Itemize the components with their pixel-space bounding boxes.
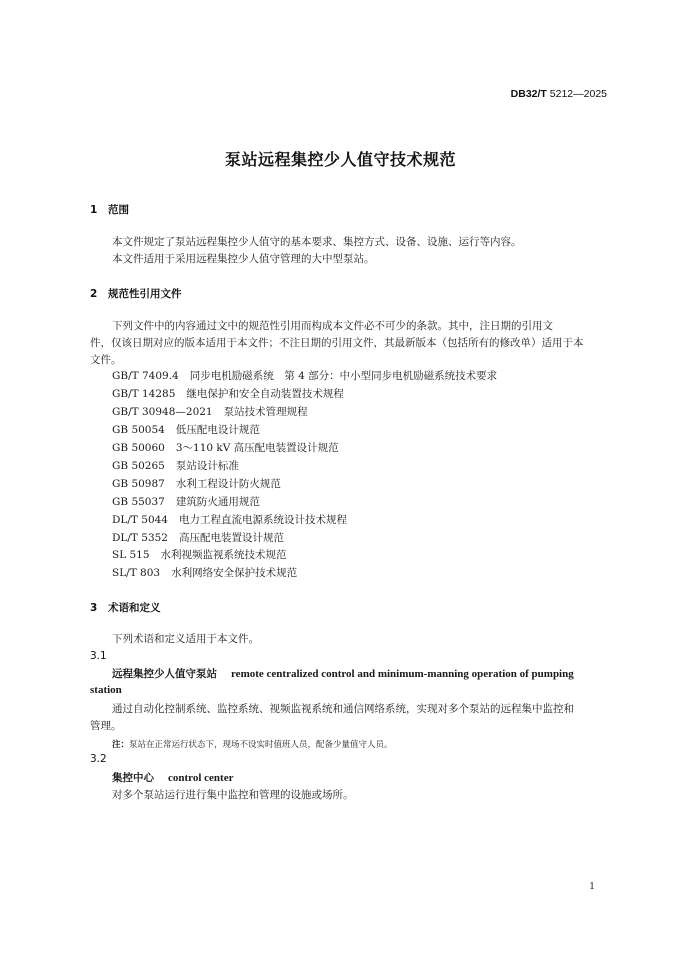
reference-code: GB 55037	[112, 496, 165, 508]
reference-item	[112, 404, 308, 419]
reference-item	[112, 368, 497, 383]
reference-item	[112, 476, 281, 491]
note-text: 泵站在正常运行状态下，现场不设实时值班人员，配备少量值守人员。	[129, 740, 393, 750]
term-number: 3.2	[90, 753, 107, 765]
reference-code: SL 515	[112, 549, 150, 561]
reference-item	[112, 565, 297, 580]
term-chinese: 远程集控少人值守泵站	[112, 668, 217, 680]
reference-item	[112, 530, 284, 545]
section-number: 1	[90, 204, 98, 216]
refs-intro-line-3: 文件。	[90, 354, 122, 366]
reference-item	[112, 547, 287, 562]
term-heading	[112, 666, 574, 681]
term-definition-line-2: 管理。	[90, 720, 122, 732]
reference-code: GB 50265	[112, 460, 165, 472]
reference-title: 3～110 kV 高压配电装置设计规范	[175, 442, 339, 454]
section-title: 规范性引用文件	[108, 288, 182, 300]
standard-code	[511, 88, 607, 100]
section-number: 3	[90, 602, 98, 614]
reference-code: GB 50060	[112, 442, 165, 454]
term-definition: 对多个泵站运行进行集中监控和管理的设施或场所。	[112, 789, 354, 801]
reference-title: 同步电机励磁系统 第 4 部分：中小型同步电机励磁系统技术要求	[189, 370, 498, 382]
section-number: 2	[90, 288, 98, 300]
refs-intro-line-2: 件，仅该日期对应的版本适用于本文件；不注日期的引用文件，其最新版本（包括所有的修改单）适用于本	[90, 337, 584, 349]
scope-paragraph-1: 本文件规定了泵站远程集控少人值守的基本要求、集控方式、设备、设施、运行等内容。	[112, 236, 522, 248]
refs-intro-line-1: 下列文件中的内容通过文中的规范性引用而构成本文件必不可少的条款。其中，注日期的引用文	[112, 320, 553, 332]
standard-code-number: 5212—2025	[549, 88, 607, 100]
reference-title: 泵站技术管理规程	[223, 406, 308, 418]
term-english: control center	[168, 772, 234, 784]
reference-code: GB/T 14285	[112, 388, 176, 400]
reference-item	[112, 458, 239, 473]
section-scope-heading	[90, 202, 129, 217]
term-english-continued	[90, 684, 122, 696]
section-refs-heading	[90, 286, 182, 301]
term-definition-line-1: 通过自动化控制系统、监控系统、视频监视系统和通信网络系统，实现对多个泵站的远程集中监控和	[112, 703, 574, 715]
reference-title: 电力工程直流电源系统设计技术规程	[179, 514, 347, 526]
reference-code: GB/T 7409.4	[112, 370, 179, 382]
reference-item	[112, 386, 344, 401]
reference-item	[112, 494, 260, 509]
reference-item	[112, 512, 347, 527]
reference-title: 低压配电设计规范	[175, 424, 260, 436]
term-number: 3.1	[90, 650, 107, 662]
reference-code: SL/T 803	[112, 567, 161, 579]
section-terms-heading	[90, 600, 161, 615]
reference-code: DL/T 5352	[112, 532, 168, 544]
reference-item	[112, 440, 339, 455]
reference-code: DL/T 5044	[112, 514, 168, 526]
reference-code: GB 50054	[112, 424, 165, 436]
terms-intro: 下列术语和定义适用于本文件。	[112, 633, 259, 645]
reference-code: GB/T 30948—2021	[112, 406, 213, 418]
page-number: 1	[589, 882, 595, 892]
reference-title: 水利工程设计防火规范	[175, 478, 281, 490]
reference-title: 继电保护和安全自动装置技术规程	[186, 388, 344, 400]
note-label: 注：	[112, 740, 130, 750]
standard-code-prefix: DB32/T	[510, 88, 547, 100]
term-english: remote centralized control and minimum-manning operation of pumping	[231, 668, 574, 680]
reference-title: 高压配电装置设计规范	[179, 532, 284, 544]
reference-code: GB 50987	[112, 478, 165, 490]
term-heading	[112, 770, 233, 785]
reference-item	[112, 422, 260, 437]
section-title: 术语和定义	[108, 602, 161, 614]
term-english-line-2: station	[90, 684, 122, 696]
reference-title: 建筑防火通用规范	[175, 496, 260, 508]
reference-title: 水利网络安全保护技术规范	[171, 567, 298, 579]
term-chinese: 集控中心	[112, 772, 154, 784]
reference-title: 水利视频监视系统技术规范	[160, 549, 287, 561]
reference-title: 泵站设计标准	[175, 460, 239, 472]
document-title: 泵站远程集控少人值守技术规范	[224, 150, 456, 169]
section-title: 范围	[108, 204, 129, 216]
scope-paragraph-2: 本文件适用于采用远程集控少人值守管理的大中型泵站。	[112, 253, 375, 265]
term-note	[112, 738, 393, 750]
